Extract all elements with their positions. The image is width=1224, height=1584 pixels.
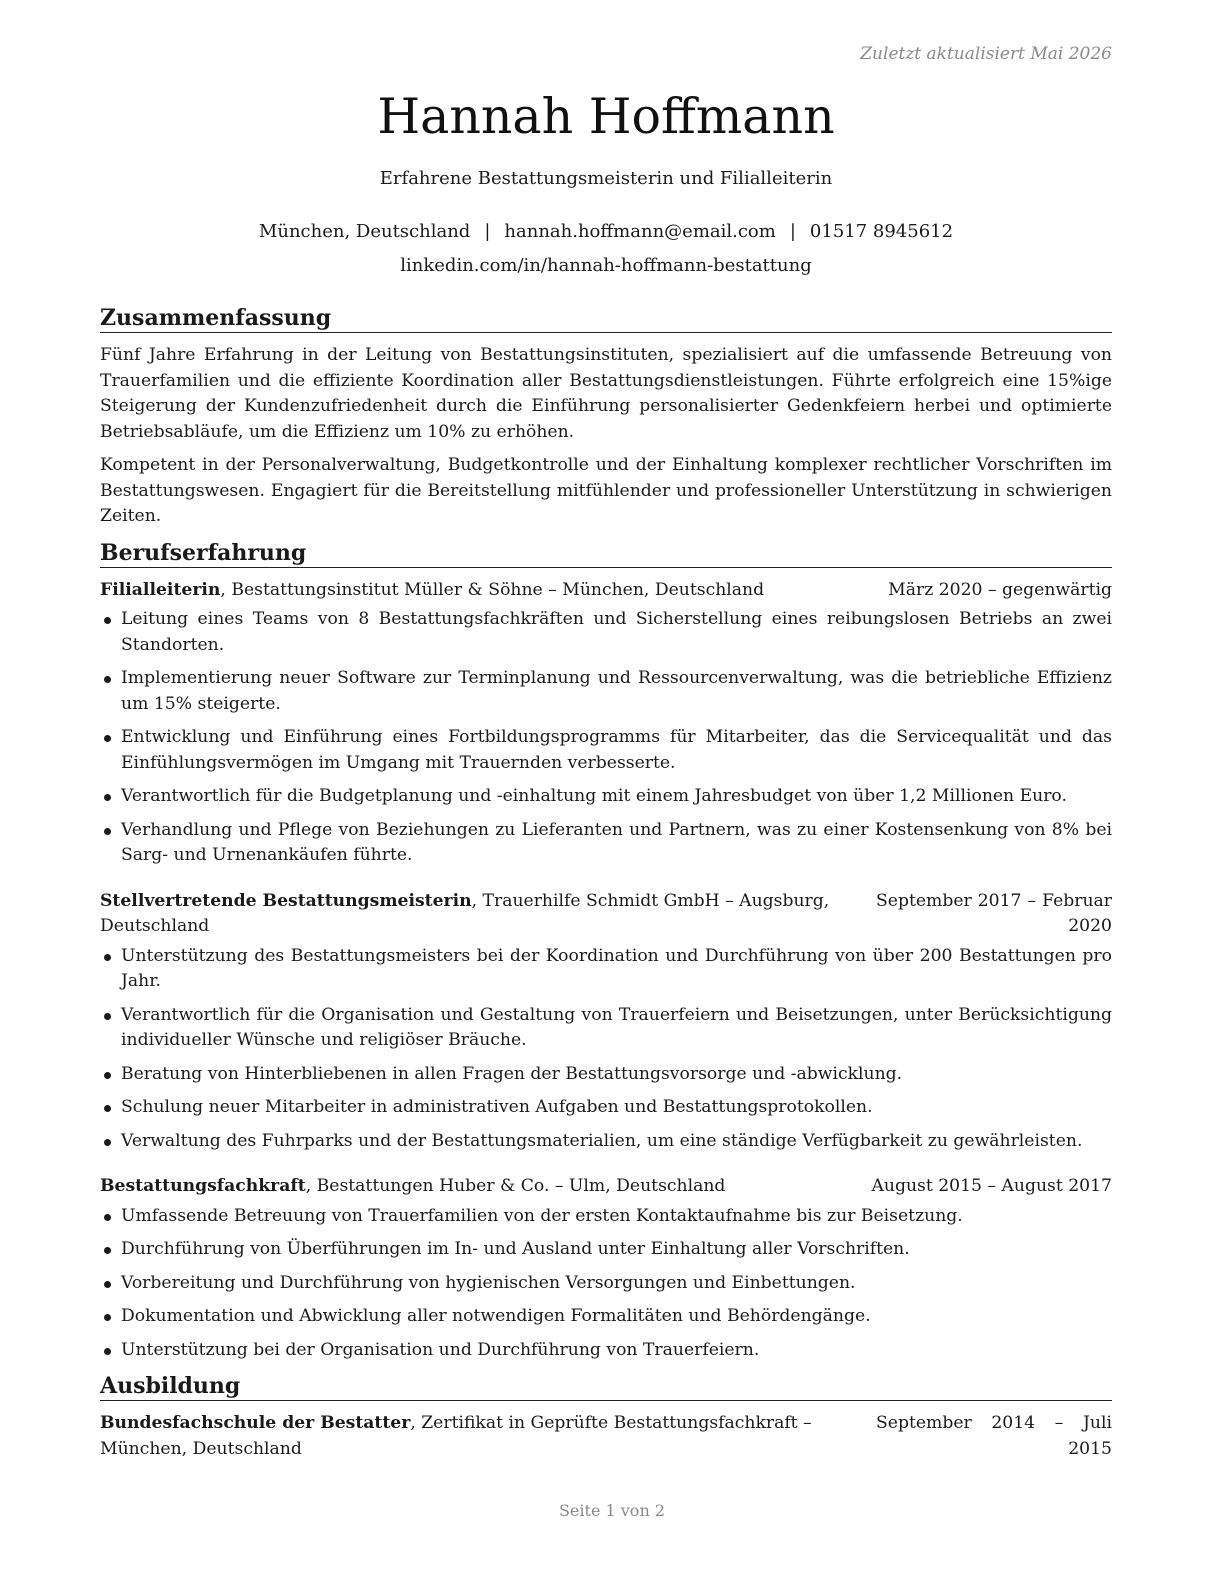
job-header [100, 1174, 1112, 1200]
list-item: Durchführung von Überführungen im In- und Ausland unter Einhaltung aller Vorschriften. [100, 1237, 1112, 1263]
job-dates: August 2015 – August 2017 [871, 1176, 1112, 1196]
summary-paragraph: Fünf Jahre Erfahrung in der Leitung von Bestattungsinstituten, spezialisiert auf die umfassende Betreuung von Trauerfamilien und die effiziente Koordination aller Bestattungsdienstleistungen. Führte erfolgreich eine 15%ige Steigerung der Kundenzufriedenheit durch die Einführung personalisierter Gedenkfeiern herbei und optimierte Betriebsabläufe, um die Effizienz um 10% zu erhöhen. [100, 345, 1112, 442]
section-education [100, 1372, 1112, 1462]
contact-separator: | [484, 221, 491, 242]
section-title-experience: Berufserfahrung [100, 539, 1112, 568]
section-experience [100, 539, 1112, 1364]
list-item: Unterstützung des Bestattungsmeisters bei der Koordination und Durchführung von über 200 Bestattungen pro Jahr. [100, 944, 1112, 995]
job-employer: , Trauerhilfe Schmidt GmbH – Augsburg, Deutschland [100, 890, 830, 936]
job-entry [100, 1174, 1112, 1363]
job-bullets [100, 1204, 1112, 1364]
job-dates: September 2017 – Februar 2020 [876, 890, 1112, 936]
job-bullets [100, 944, 1112, 1155]
list-item: Dokumentation und Abwicklung aller notwendigen Formalitäten und Behördengänge. [100, 1304, 1112, 1330]
resume-content [100, 304, 1112, 1462]
candidate-name: Hannah Hoffmann [377, 88, 835, 145]
list-item: Verantwortlich für die Organisation und Gestaltung von Trauerfeiern und Beisetzungen, unter Berücksichtigung individueller Wünsche und religiöser Bräuche. [100, 1003, 1112, 1054]
job-entry [100, 889, 1112, 1155]
job-bullets [100, 607, 1112, 869]
job-employer: , Bestattungen Huber & Co. – Ulm, Deutschland [305, 1176, 726, 1196]
list-item: Verantwortlich für die Budgetplanung und -einhaltung mit einem Jahresbudget von über 1,2 Millionen Euro. [100, 784, 1112, 810]
education-school: Bundesfachschule der Bestatter [100, 1413, 411, 1433]
last-updated: Zuletzt aktualisiert Mai 2026 [860, 44, 1112, 64]
contact-phone: 01517 8945612 [809, 221, 954, 242]
page-number: Seite 1 von 2 [558, 1501, 666, 1520]
contact-linkedin[interactable]: linkedin.com/in/hannah-hoffmann-bestattung [400, 255, 812, 276]
job-employer: , Bestattungsinstitut Müller & Söhne – München, Deutschland [220, 579, 765, 600]
job-role: Filialleiterin [100, 579, 221, 600]
list-item: Umfassende Betreuung von Trauerfamilien von der ersten Kontaktaufnahme bis zur Beisetzung. [100, 1204, 1112, 1230]
list-item: Verwaltung des Fuhrparks und der Bestattungsmaterialien, um eine ständige Verfügbarkeit zu gewährleisten. [100, 1129, 1112, 1155]
list-item: Entwicklung und Einführung eines Fortbildungsprogramms für Mitarbeiter, das die Servicequalität und das Einfühlungsvermögen im Umgang mit Trauernden verbesserte. [100, 725, 1112, 776]
list-item: Schulung neuer Mitarbeiter in administrativen Aufgaben und Bestattungsprotokollen. [100, 1095, 1112, 1121]
job-role: Bestattungsfachkraft [100, 1176, 306, 1196]
job-header [100, 889, 1112, 940]
section-summary [100, 304, 1112, 530]
list-item: Unterstützung bei der Organisation und Durchführung von Trauerfeiern. [100, 1338, 1112, 1364]
contact-separator: | [789, 221, 796, 242]
section-title-summary: Zusammenfassung [100, 304, 1112, 333]
contact-location: München, Deutschland [258, 221, 471, 242]
list-item: Vorbereitung und Durchführung von hygienischen Versorgungen und Einbettungen. [100, 1271, 1112, 1297]
summary-paragraph: Kompetent in der Personalverwaltung, Budgetkontrolle und der Einhaltung komplexer rechtlicher Vorschriften im Bestattungswesen. Engagiert für die Bereitstellung mitfühlender und professioneller Unterstützung in schwierigen Zeiten. [100, 455, 1112, 526]
education-dates: September 2014 – Juli 2015 [876, 1413, 1112, 1459]
list-item: Verhandlung und Pflege von Beziehungen zu Lieferanten und Partnern, was zu einer Kostensenkung von 8% bei Sarg- und Urnenankäufen führte. [100, 818, 1112, 869]
education-detail: , Zertifikat in Geprüfte Bestattungsfachkraft – München, Deutschland [100, 1413, 812, 1459]
contact-block [100, 218, 1112, 279]
job-entry [100, 578, 1112, 869]
candidate-tagline: Erfahrene Bestattungsmeisterin und Filialleiterin [379, 168, 833, 189]
job-header [100, 578, 1112, 604]
education-entry [100, 1411, 1112, 1462]
section-title-education: Ausbildung [100, 1372, 1112, 1401]
list-item: Implementierung neuer Software zur Terminplanung und Ressourcenverwaltung, was die betriebliche Effizienz um 15% steigerte. [100, 666, 1112, 717]
job-role: Stellvertretende Bestattungsmeisterin [100, 890, 472, 911]
job-dates: März 2020 – gegenwärtig [888, 579, 1112, 600]
list-item: Beratung von Hinterbliebenen in allen Fragen der Bestattungsvorsorge und -abwicklung. [100, 1062, 1112, 1088]
contact-email[interactable]: hannah.hoffmann@email.com [504, 221, 776, 242]
list-item: Leitung eines Teams von 8 Bestattungsfachkräften und Sicherstellung eines reibungslosen Betriebs an zwei Standorten. [100, 607, 1112, 658]
